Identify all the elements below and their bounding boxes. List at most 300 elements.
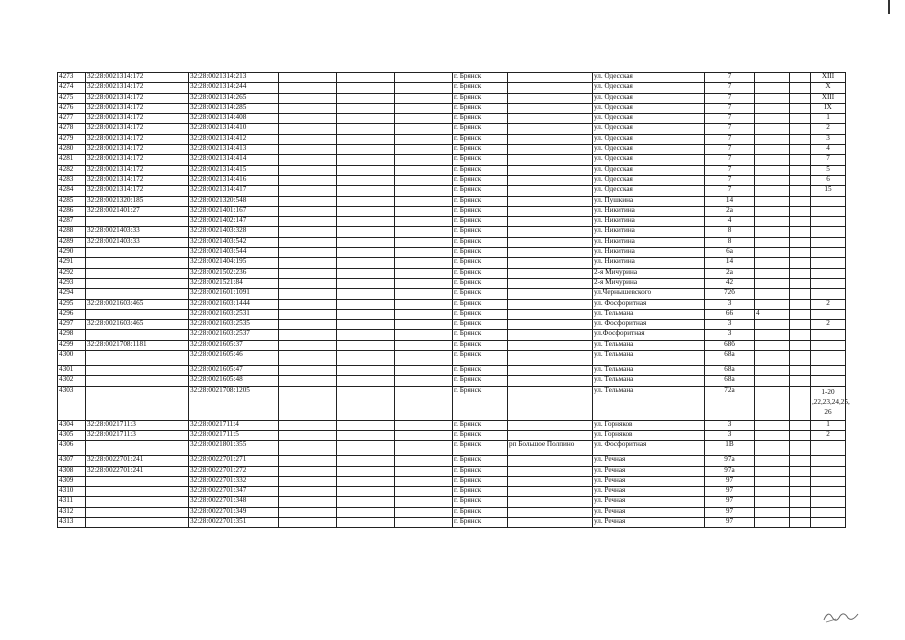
street-cell: ул. Одесская: [593, 93, 705, 103]
object-cadastral-number: 32:28:0021603:2537: [189, 330, 279, 340]
parcel-cadastral-number: [86, 441, 189, 456]
house-number-cell: 68б: [705, 340, 755, 350]
apartment-cell: 2: [811, 299, 846, 309]
empty-cell: [279, 351, 337, 366]
empty-cell: [790, 517, 811, 527]
parcel-cadastral-number: [86, 309, 189, 319]
empty-cell: [337, 320, 395, 330]
empty-cell: [337, 114, 395, 124]
object-cadastral-number: 32:28:0022701:332: [189, 476, 279, 486]
empty-cell: [395, 248, 453, 258]
parcel-cadastral-number: [86, 351, 189, 366]
house-number-cell: 3: [705, 430, 755, 440]
row-number: 4276: [58, 103, 86, 113]
table-row: [58, 517, 846, 527]
object-cadastral-number: 32:28:0021711:5: [189, 430, 279, 440]
house-number-cell: 1В: [705, 441, 755, 456]
empty-cell: [279, 430, 337, 440]
object-cadastral-number: 32:28:0021605:37: [189, 340, 279, 350]
row-number: 4292: [58, 268, 86, 278]
table-row: [58, 206, 846, 216]
empty-cell: [279, 83, 337, 93]
locality-cell: [508, 386, 593, 420]
row-number: 4307: [58, 456, 86, 466]
house-number-cell: 7: [705, 83, 755, 93]
house-number-cell: 66: [705, 309, 755, 319]
empty-cell: [279, 386, 337, 420]
empty-cell: [790, 289, 811, 299]
object-cadastral-number: 32:28:0021314:416: [189, 175, 279, 185]
empty-cell: [790, 186, 811, 196]
row-number: 4283: [58, 175, 86, 185]
house-number-cell: 7: [705, 186, 755, 196]
locality-cell: [508, 217, 593, 227]
building-cell: [755, 227, 790, 237]
building-cell: [755, 476, 790, 486]
table-row: [58, 186, 846, 196]
object-cadastral-number: 32:28:0021403:328: [189, 227, 279, 237]
empty-cell: [337, 289, 395, 299]
empty-cell: [395, 517, 453, 527]
row-number: 4287: [58, 217, 86, 227]
parcel-cadastral-number: 32:28:0021401:27: [86, 206, 189, 216]
object-cadastral-number: 32:28:0021314:417: [189, 186, 279, 196]
city-cell: г. Брянск: [453, 441, 508, 456]
object-cadastral-number: 32:28:0021502:236: [189, 268, 279, 278]
building-cell: [755, 206, 790, 216]
locality-cell: [508, 268, 593, 278]
empty-cell: [279, 155, 337, 165]
object-cadastral-number: 32:28:0021708:1205: [189, 386, 279, 420]
city-cell: г. Брянск: [453, 420, 508, 430]
empty-cell: [790, 268, 811, 278]
building-cell: [755, 289, 790, 299]
parcel-cadastral-number: 32:28:0021711:3: [86, 430, 189, 440]
table-row: [58, 351, 846, 366]
apartment-cell: 15: [811, 186, 846, 196]
empty-cell: [790, 487, 811, 497]
object-cadastral-number: 32:28:0021314:412: [189, 134, 279, 144]
apartment-cell: [811, 376, 846, 386]
street-cell: ул. Одесская: [593, 73, 705, 83]
empty-cell: [395, 309, 453, 319]
row-number: 4313: [58, 517, 86, 527]
empty-cell: [395, 497, 453, 507]
object-cadastral-number: 32:28:0021314:244: [189, 83, 279, 93]
apartment-cell: [811, 330, 846, 340]
empty-cell: [790, 227, 811, 237]
city-cell: г. Брянск: [453, 299, 508, 309]
object-cadastral-number: 32:28:0021314:413: [189, 145, 279, 155]
empty-cell: [337, 196, 395, 206]
table-row: [58, 476, 846, 486]
empty-cell: [790, 386, 811, 420]
object-cadastral-number: 32:28:0021401:167: [189, 206, 279, 216]
building-cell: [755, 186, 790, 196]
street-cell: ул. Никитина: [593, 206, 705, 216]
empty-cell: [337, 145, 395, 155]
city-cell: г. Брянск: [453, 217, 508, 227]
city-cell: г. Брянск: [453, 268, 508, 278]
empty-cell: [395, 487, 453, 497]
locality-cell: [508, 466, 593, 476]
empty-cell: [790, 507, 811, 517]
parcel-cadastral-number: [86, 217, 189, 227]
empty-cell: [790, 196, 811, 206]
house-number-cell: 14: [705, 258, 755, 268]
handwritten-signature: [822, 604, 862, 626]
building-cell: [755, 517, 790, 527]
city-cell: г. Брянск: [453, 103, 508, 113]
locality-cell: [508, 278, 593, 288]
locality-cell: [508, 320, 593, 330]
parcel-cadastral-number: [86, 330, 189, 340]
city-cell: г. Брянск: [453, 134, 508, 144]
empty-cell: [395, 227, 453, 237]
empty-cell: [337, 155, 395, 165]
empty-cell: [395, 103, 453, 113]
row-number: 4281: [58, 155, 86, 165]
row-number: 4299: [58, 340, 86, 350]
empty-cell: [337, 351, 395, 366]
empty-cell: [279, 476, 337, 486]
street-cell: 2-я Мичурина: [593, 268, 705, 278]
city-cell: г. Брянск: [453, 456, 508, 466]
empty-cell: [395, 507, 453, 517]
parcel-cadastral-number: 32:28:0021314:172: [86, 114, 189, 124]
table-row: [58, 320, 846, 330]
empty-cell: [395, 155, 453, 165]
table-row: [58, 366, 846, 376]
city-cell: г. Брянск: [453, 466, 508, 476]
house-number-cell: 97: [705, 487, 755, 497]
apartment-cell: 2: [811, 430, 846, 440]
street-cell: ул. Одесская: [593, 175, 705, 185]
empty-cell: [279, 340, 337, 350]
city-cell: г. Брянск: [453, 186, 508, 196]
street-cell: ул. Горняков: [593, 430, 705, 440]
parcel-cadastral-number: 32:28:0021403:33: [86, 227, 189, 237]
empty-cell: [279, 456, 337, 466]
empty-cell: [337, 217, 395, 227]
locality-cell: [508, 330, 593, 340]
empty-cell: [279, 517, 337, 527]
locality-cell: [508, 487, 593, 497]
empty-cell: [395, 258, 453, 268]
building-cell: [755, 196, 790, 206]
empty-cell: [337, 237, 395, 247]
city-cell: г. Брянск: [453, 517, 508, 527]
apartment-cell: [811, 196, 846, 206]
locality-cell: [508, 430, 593, 440]
empty-cell: [279, 237, 337, 247]
apartment-cell: [811, 497, 846, 507]
empty-cell: [395, 114, 453, 124]
house-number-cell: 8: [705, 237, 755, 247]
building-cell: [755, 456, 790, 466]
empty-cell: [279, 299, 337, 309]
street-cell: ул. Одесская: [593, 83, 705, 93]
apartment-cell: [811, 340, 846, 350]
empty-cell: [790, 83, 811, 93]
locality-cell: [508, 476, 593, 486]
street-cell: ул. Тельмана: [593, 309, 705, 319]
apartment-cell: [811, 289, 846, 299]
table-row: [58, 430, 846, 440]
building-cell: [755, 73, 790, 83]
empty-cell: [279, 320, 337, 330]
parcel-cadastral-number: 32:28:0021403:33: [86, 237, 189, 247]
object-cadastral-number: 32:28:0021314:285: [189, 103, 279, 113]
empty-cell: [395, 145, 453, 155]
apartment-cell: [811, 258, 846, 268]
object-cadastral-number: 32:28:0021314:265: [189, 93, 279, 103]
city-cell: г. Брянск: [453, 165, 508, 175]
city-cell: г. Брянск: [453, 278, 508, 288]
city-cell: г. Брянск: [453, 145, 508, 155]
city-cell: г. Брянск: [453, 330, 508, 340]
apartment-cell: [811, 217, 846, 227]
building-cell: 4: [755, 309, 790, 319]
empty-cell: [395, 299, 453, 309]
empty-cell: [395, 340, 453, 350]
empty-cell: [395, 268, 453, 278]
empty-cell: [790, 351, 811, 366]
empty-cell: [395, 476, 453, 486]
locality-cell: [508, 73, 593, 83]
locality-cell: [508, 134, 593, 144]
city-cell: г. Брянск: [453, 376, 508, 386]
parcel-cadastral-number: [86, 278, 189, 288]
city-cell: г. Брянск: [453, 497, 508, 507]
empty-cell: [279, 330, 337, 340]
apartment-cell: [811, 466, 846, 476]
empty-cell: [790, 497, 811, 507]
row-number: 4293: [58, 278, 86, 288]
table-row: [58, 497, 846, 507]
empty-cell: [279, 145, 337, 155]
street-cell: ул. Одесская: [593, 114, 705, 124]
table-row: [58, 83, 846, 93]
empty-cell: [337, 175, 395, 185]
table-row: [58, 196, 846, 206]
parcel-cadastral-number: [86, 487, 189, 497]
parcel-cadastral-number: 32:28:0022701:241: [86, 456, 189, 466]
street-cell: ул. Одесская: [593, 186, 705, 196]
locality-cell: [508, 124, 593, 134]
locality-cell: [508, 517, 593, 527]
building-cell: [755, 155, 790, 165]
row-number: 4289: [58, 237, 86, 247]
empty-cell: [337, 386, 395, 420]
building-cell: [755, 497, 790, 507]
apartment-cell: [811, 517, 846, 527]
locality-cell: [508, 366, 593, 376]
row-number: 4303: [58, 386, 86, 420]
object-cadastral-number: 32:28:0021603:1444: [189, 299, 279, 309]
empty-cell: [337, 93, 395, 103]
building-cell: [755, 320, 790, 330]
table-row: [58, 376, 846, 386]
building-cell: [755, 487, 790, 497]
city-cell: г. Брянск: [453, 124, 508, 134]
apartment-cell: [811, 237, 846, 247]
empty-cell: [279, 175, 337, 185]
table-row: [58, 466, 846, 476]
empty-cell: [337, 466, 395, 476]
empty-cell: [790, 155, 811, 165]
table-row: [58, 309, 846, 319]
empty-cell: [395, 165, 453, 175]
apartment-cell: 1: [811, 420, 846, 430]
building-cell: [755, 430, 790, 440]
row-number: 4295: [58, 299, 86, 309]
city-cell: г. Брянск: [453, 366, 508, 376]
apartment-cell: [811, 456, 846, 466]
apartment-cell: IX: [811, 103, 846, 113]
building-cell: [755, 420, 790, 430]
empty-cell: [337, 476, 395, 486]
house-number-cell: 3: [705, 420, 755, 430]
object-cadastral-number: 32:28:0021605:48: [189, 376, 279, 386]
house-number-cell: 72а: [705, 386, 755, 420]
street-cell: ул. Речная: [593, 476, 705, 486]
city-cell: г. Брянск: [453, 83, 508, 93]
house-number-cell: 7: [705, 73, 755, 83]
street-cell: ул. Тельмана: [593, 351, 705, 366]
empty-cell: [279, 289, 337, 299]
row-number: 4279: [58, 134, 86, 144]
building-cell: [755, 278, 790, 288]
house-number-cell: 7: [705, 175, 755, 185]
object-cadastral-number: 32:28:0021603:2531: [189, 309, 279, 319]
table-row: [58, 237, 846, 247]
empty-cell: [790, 299, 811, 309]
object-cadastral-number: 32:28:0021403:542: [189, 237, 279, 247]
registry-table: [57, 72, 850, 528]
city-cell: г. Брянск: [453, 309, 508, 319]
street-cell: ул. Тельмана: [593, 376, 705, 386]
house-number-cell: 3: [705, 320, 755, 330]
row-number: 4278: [58, 124, 86, 134]
building-cell: [755, 366, 790, 376]
city-cell: г. Брянск: [453, 351, 508, 366]
table-row: [58, 420, 846, 430]
house-number-cell: 3: [705, 299, 755, 309]
empty-cell: [790, 134, 811, 144]
street-cell: ул. Одесская: [593, 165, 705, 175]
house-number-cell: 97: [705, 476, 755, 486]
street-cell: ул. Речная: [593, 517, 705, 527]
house-number-cell: 4: [705, 217, 755, 227]
empty-cell: [790, 420, 811, 430]
table-row: [58, 134, 846, 144]
object-cadastral-number: 32:28:0021404:195: [189, 258, 279, 268]
row-number: 4291: [58, 258, 86, 268]
street-cell: ул. Речная: [593, 497, 705, 507]
city-cell: г. Брянск: [453, 206, 508, 216]
object-cadastral-number: 32:28:0021603:2535: [189, 320, 279, 330]
building-cell: [755, 134, 790, 144]
locality-cell: [508, 309, 593, 319]
empty-cell: [395, 351, 453, 366]
parcel-cadastral-number: 32:28:0022701:241: [86, 466, 189, 476]
city-cell: г. Брянск: [453, 476, 508, 486]
street-cell: ул. Тельмана: [593, 340, 705, 350]
empty-cell: [790, 441, 811, 456]
row-number: 4277: [58, 114, 86, 124]
object-cadastral-number: 32:28:0021314:408: [189, 114, 279, 124]
building-cell: [755, 441, 790, 456]
parcel-cadastral-number: 32:28:0021314:172: [86, 145, 189, 155]
table-row: [58, 289, 846, 299]
empty-cell: [337, 330, 395, 340]
city-cell: г. Брянск: [453, 386, 508, 420]
empty-cell: [790, 340, 811, 350]
building-cell: [755, 103, 790, 113]
empty-cell: [279, 165, 337, 175]
empty-cell: [279, 73, 337, 83]
house-number-cell: 97а: [705, 466, 755, 476]
empty-cell: [337, 517, 395, 527]
empty-cell: [337, 507, 395, 517]
object-cadastral-number: 32:28:0021521:84: [189, 278, 279, 288]
empty-cell: [337, 497, 395, 507]
parcel-cadastral-number: 32:28:0021314:172: [86, 186, 189, 196]
empty-cell: [395, 206, 453, 216]
empty-cell: [790, 330, 811, 340]
building-cell: [755, 248, 790, 258]
street-cell: ул. Одесская: [593, 103, 705, 113]
row-number: 4280: [58, 145, 86, 155]
parcel-cadastral-number: [86, 258, 189, 268]
table-row: [58, 258, 846, 268]
empty-cell: [337, 340, 395, 350]
apartment-cell: 4: [811, 145, 846, 155]
row-number: 4312: [58, 507, 86, 517]
empty-cell: [279, 278, 337, 288]
parcel-cadastral-number: [86, 507, 189, 517]
object-cadastral-number: 32:28:0021314:415: [189, 165, 279, 175]
parcel-cadastral-number: 32:28:0021708:1181: [86, 340, 189, 350]
apartment-cell: 1: [811, 114, 846, 124]
object-cadastral-number: 32:28:0022701:272: [189, 466, 279, 476]
parcel-cadastral-number: 32:28:0021603:465: [86, 320, 189, 330]
empty-cell: [395, 289, 453, 299]
empty-cell: [395, 93, 453, 103]
locality-cell: [508, 227, 593, 237]
apartment-cell: 2: [811, 124, 846, 134]
city-cell: г. Брянск: [453, 430, 508, 440]
house-number-cell: 42: [705, 278, 755, 288]
row-number: 4306: [58, 441, 86, 456]
object-cadastral-number: 32:28:0022701:348: [189, 497, 279, 507]
empty-cell: [279, 227, 337, 237]
empty-cell: [790, 114, 811, 124]
city-cell: г. Брянск: [453, 289, 508, 299]
building-cell: [755, 507, 790, 517]
apartment-cell: 6: [811, 175, 846, 185]
city-cell: г. Брянск: [453, 93, 508, 103]
table-body: [58, 72, 850, 528]
locality-cell: [508, 248, 593, 258]
house-number-cell: 7: [705, 145, 755, 155]
object-cadastral-number: 32:28:0021605:47: [189, 366, 279, 376]
row-number: 4308: [58, 466, 86, 476]
object-cadastral-number: 32:28:0022701:347: [189, 487, 279, 497]
apartment-cell: 1-20 ,22,23,24,25, 26: [811, 386, 846, 420]
empty-cell: [790, 93, 811, 103]
